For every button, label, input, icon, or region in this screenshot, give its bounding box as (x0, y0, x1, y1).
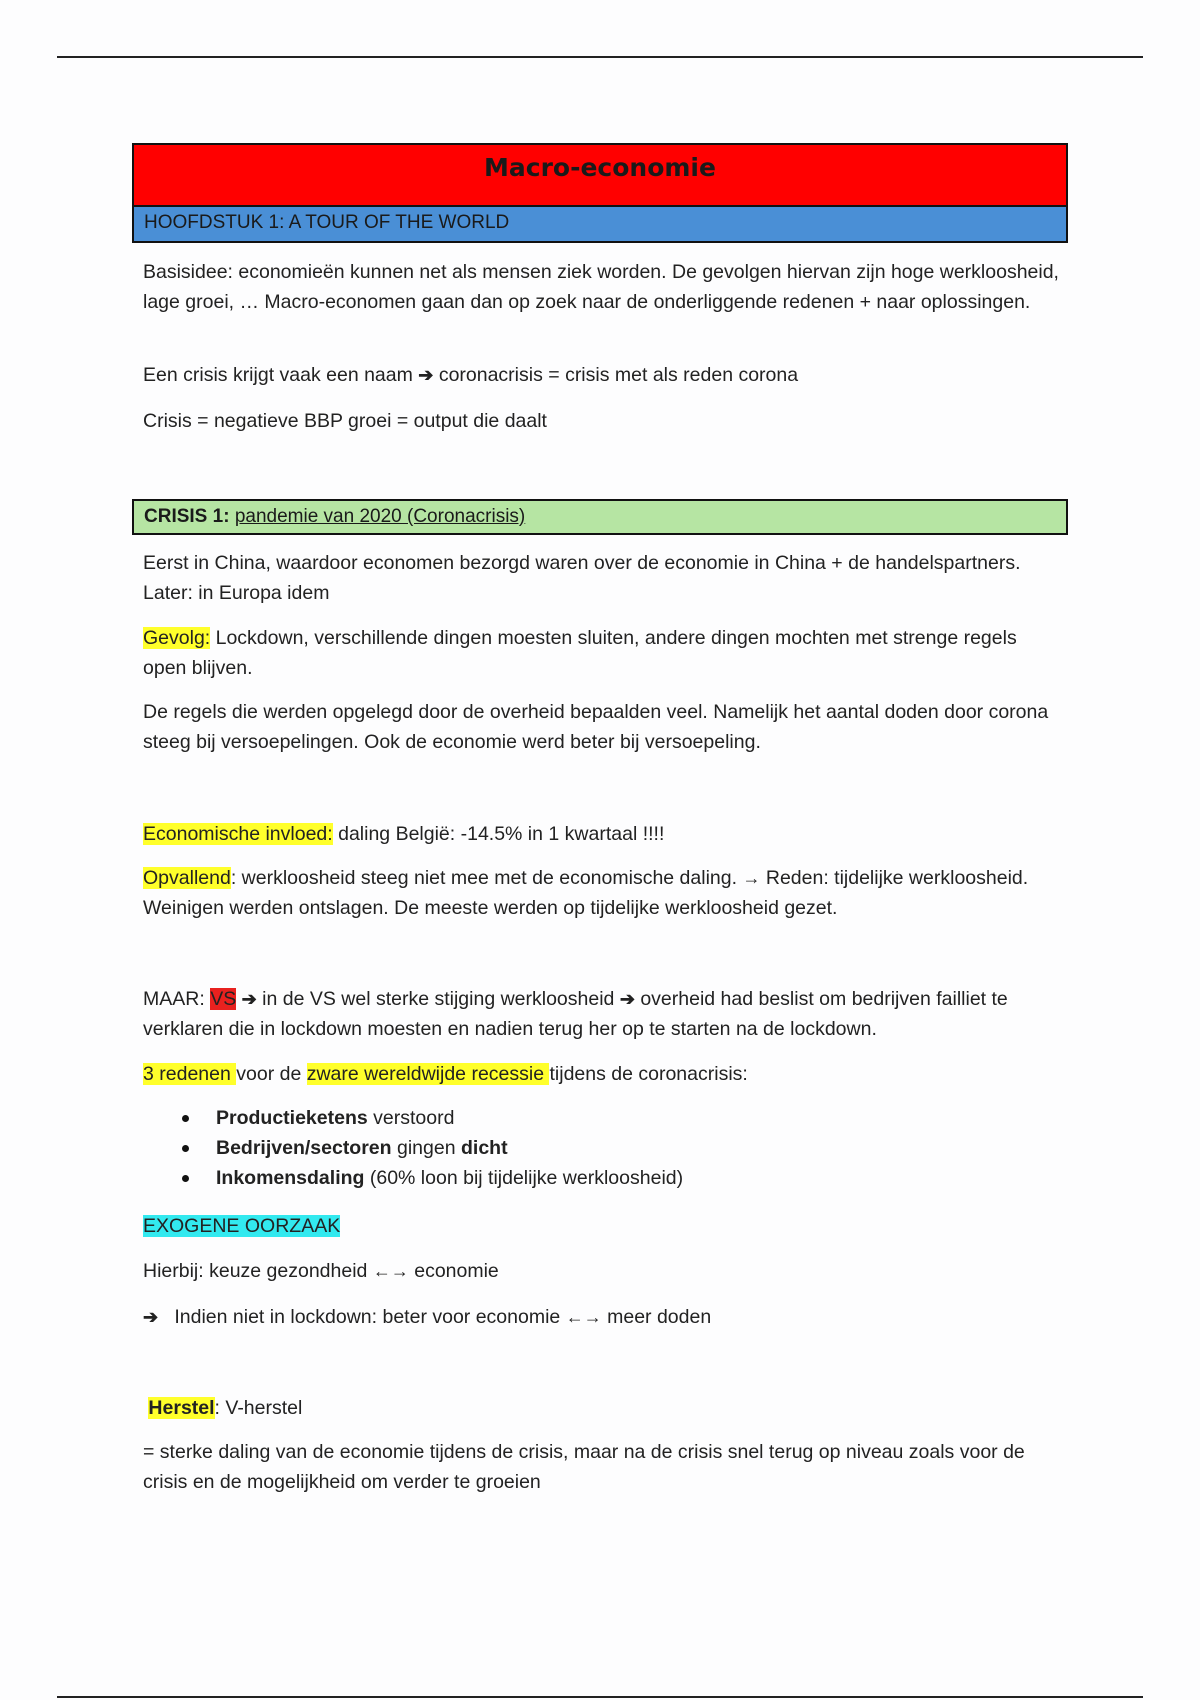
bottom-rule (57, 1696, 1143, 1698)
hierbij-text-a: Hierbij: keuze gezondheid (143, 1260, 373, 1282)
crisis-name-example: coronacrisis = crisis met als reden corona (438, 364, 799, 386)
crisis-banner (132, 499, 1068, 535)
china-paragraph: Eerst in China, waardoor economen bezorgd waren over de economie in China + de handelspartners. Later: in Europa idem (143, 552, 1021, 604)
arrow-right-icon: ➔ (418, 365, 434, 385)
opvallend-label: Opvallend (143, 867, 231, 889)
top-rule (57, 56, 1143, 58)
arrow-right-icon: → (742, 868, 761, 888)
reason-rest: (60% loon bij tijdelijke werkloosheid) (364, 1167, 684, 1189)
crisis-name-text: Een crisis krijgt vaak een naam (143, 364, 413, 386)
arrow-right-icon: ➔ (241, 989, 257, 1009)
herstel-label: Herstel (148, 1397, 215, 1419)
crisis-definition: Crisis = negatieve BBP groei = output die daalt (143, 410, 547, 432)
herstel-definition: = sterke daling van de economie tijdens de crisis, maar na de crisis snel terug op niveau zoals voor de crisis en de mogelijkheid om verder te groeien (143, 1441, 1025, 1493)
page-title: Macro-economie (484, 153, 716, 182)
reasons-list (143, 1103, 1043, 1193)
crisis-label: CRISIS 1 (144, 506, 224, 527)
chapter-title: HOOFDSTUK 1: A TOUR OF THE WORLD (144, 212, 510, 233)
lockdown-text-a: Indien niet in lockdown: beter voor economie (174, 1306, 566, 1328)
herstel-paragraph (143, 1393, 1063, 1423)
exogeen-label: EXOGENE OORZAAK (143, 1215, 341, 1237)
reason-bold: Bedrijven/sectoren (216, 1137, 392, 1159)
arrow-right-icon: ➔ (619, 989, 635, 1009)
crisis-name-paragraph (143, 360, 1063, 390)
hierbij-text-b: economie (408, 1260, 499, 1282)
list-item (143, 1133, 1043, 1163)
reason-rest: verstoord (367, 1107, 455, 1129)
redenen-highlight: zware wereldwijde recessie (306, 1063, 550, 1085)
opvallend-paragraph (143, 863, 1063, 923)
lockdown-text-b: meer doden (601, 1306, 712, 1328)
redenen-label: 3 redenen (143, 1063, 237, 1085)
title-banner (132, 143, 1068, 207)
arrow-right-icon: ➔ (143, 1307, 159, 1327)
chapter-banner (132, 207, 1068, 243)
gevolg-label: Gevolg: (143, 627, 211, 649)
opvallend-text-b: Reden: tijdelijke werkloosheid. Weinigen werden ontslagen. De meeste werden op tijdelijke werkloosheid gezet. (143, 867, 1029, 919)
maar-text-b: overheid had beslist om bedrijven failliet te verklaren die in lockdown moesten en nadien terug her op te starten na de lockdown. (143, 988, 1008, 1040)
exogeen-paragraph (143, 1211, 1063, 1241)
herstel-text: : V-herstel (214, 1397, 303, 1419)
crisis-colon: : (223, 506, 230, 527)
redenen-mid: voor de (236, 1063, 307, 1085)
invloed-paragraph (143, 819, 1063, 849)
reason-bold-2: dicht (460, 1137, 508, 1159)
regels-paragraph: De regels die werden opgelegd door de overheid bepaalden veel. Namelijk het aantal doden door corona steeg bij versoepelingen. Ook de economie werd beter bij versoepeling. (143, 701, 1049, 753)
maar-paragraph (143, 984, 1063, 1044)
list-item (143, 1103, 1043, 1133)
intro-paragraph: Basisidee: economieën kunnen net als mensen ziek worden. De gevolgen hiervan zijn hoge werkloosheid, lage groei, … Macro-economen gaan dan op zoek naar de onderliggende redenen + naar oplossingen. (143, 261, 1059, 313)
reason-bold: Productieketens (216, 1107, 368, 1129)
invloed-text: daling België: -14.5% in 1 kwartaal !!!! (332, 823, 665, 845)
reason-rest: gingen (391, 1137, 461, 1159)
lockdown-paragraph (143, 1302, 1063, 1332)
vs-highlight: VS (210, 988, 237, 1010)
maar-text-a: in de VS wel sterke stijging werkloosheid (256, 988, 620, 1010)
hierbij-paragraph (143, 1256, 1063, 1286)
maar-label: MAAR: (143, 988, 211, 1010)
reason-bold: Inkomensdaling (216, 1167, 365, 1189)
opvallend-text-a: : werkloosheid steeg niet mee met de economische daling. (230, 867, 743, 889)
list-item (143, 1163, 1043, 1193)
redenen-paragraph (143, 1059, 1063, 1089)
gevolg-paragraph (143, 623, 1063, 683)
redenen-end: tijdens de coronacrisis: (549, 1063, 748, 1085)
double-arrow-icon: ←→ (565, 1307, 602, 1327)
double-arrow-icon: ←→ (372, 1261, 409, 1281)
crisis-title: pandemie van 2020 (Coronacrisis) (234, 506, 526, 527)
gevolg-text: Lockdown, verschillende dingen moesten sluiten, andere dingen mochten met strenge regels open blijven. (143, 627, 1017, 679)
invloed-label: Economische invloed: (143, 823, 333, 845)
